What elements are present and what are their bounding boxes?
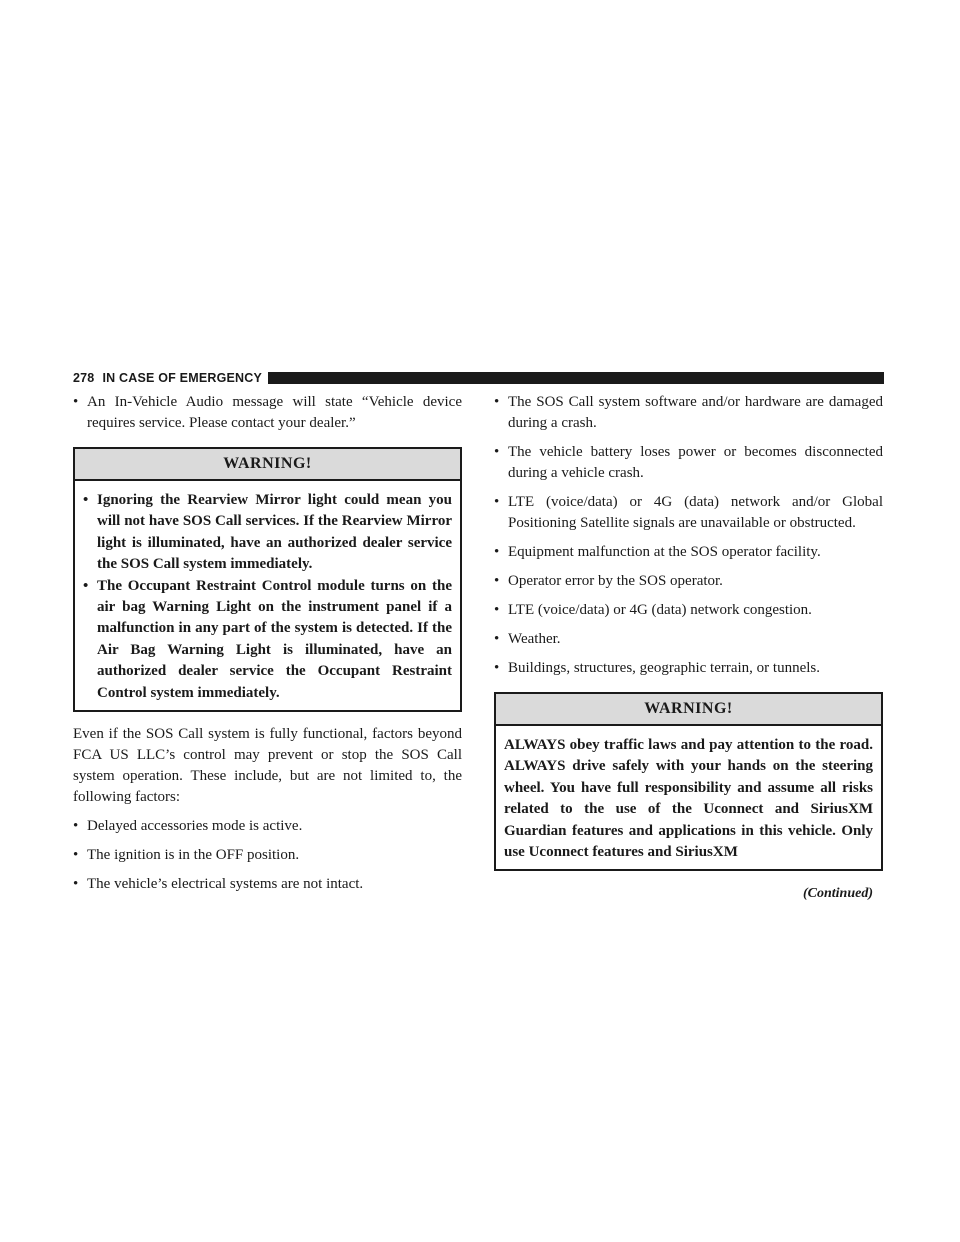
warning-item xyxy=(83,576,452,704)
section-title: IN CASE OF EMERGENCY xyxy=(102,371,263,385)
list-item xyxy=(73,816,462,837)
bullet-icon: • xyxy=(494,660,500,676)
warning-text: ALWAYS obey traffic laws and pay attention to the road. ALWAYS drive safely with your hands on the steering wheel. You have full responsibility and assume all risks related to the use of the Uconnect and SiriusXM Guardian features and applications in this vehicle. Only use Uconnect features and SiriusXM xyxy=(504,737,873,861)
bullet-icon: • xyxy=(494,544,500,560)
list-item-text: LTE (voice/data) or 4G (data) network congestion. xyxy=(508,602,812,618)
bullet-icon: • xyxy=(83,577,89,594)
bullet-icon: • xyxy=(494,394,500,410)
bullet-icon: • xyxy=(494,573,500,589)
header-rule xyxy=(268,372,884,384)
warning-item xyxy=(83,490,452,576)
warning-box xyxy=(73,447,462,712)
list-item xyxy=(494,629,883,650)
list-item xyxy=(494,571,883,592)
list-item xyxy=(494,442,883,484)
list-item xyxy=(494,492,883,534)
bullet-icon: • xyxy=(494,631,500,647)
list-item xyxy=(73,845,462,866)
warning-body xyxy=(75,481,460,710)
bullet-icon: • xyxy=(73,876,79,893)
bullet-icon: • xyxy=(73,847,79,864)
list-item-text: Delayed accessories mode is active. xyxy=(87,818,303,835)
bullet-icon: • xyxy=(494,494,500,510)
list-item-text: LTE (voice/data) or 4G (data) network and/or Global Positioning Satellite signals are unavailable or obstructed. xyxy=(508,494,883,531)
list-item xyxy=(494,600,883,621)
warning-item-text: Ignoring the Rearview Mirror light could mean you will not have SOS Call services. If the Rearview Mirror light is illuminated, have an authorized dealer service the SOS Call system immediately. xyxy=(97,492,452,573)
list-item-text: Operator error by the SOS operator. xyxy=(508,573,723,589)
bullet-icon: • xyxy=(494,444,500,460)
list-item-text: The vehicle’s electrical systems are not intact. xyxy=(87,876,364,893)
warning-title: WARNING! xyxy=(496,694,881,726)
warning-box xyxy=(494,692,883,871)
list-item xyxy=(494,392,883,434)
list-item-text: An In-Vehicle Audio message will state “Vehicle device requires service. Please contact your dealer.” xyxy=(87,394,462,431)
factors-intro: Even if the SOS Call system is fully functional, factors beyond FCA US LLC’s control may prevent or stop the SOS Call system operation. These include, but are not limited to, the following factors: xyxy=(73,726,462,806)
warning-title: WARNING! xyxy=(75,449,460,481)
list-item-text: The vehicle battery loses power or becomes disconnected during a vehicle crash. xyxy=(508,444,883,481)
list-item xyxy=(494,542,883,563)
list-item-text: Buildings, structures, geographic terrain, or tunnels. xyxy=(508,660,821,676)
bullet-icon: • xyxy=(73,818,79,835)
warning-body xyxy=(496,726,881,869)
list-item-text: Equipment malfunction at the SOS operator facility. xyxy=(508,544,821,560)
page-header xyxy=(73,370,884,386)
left-column xyxy=(73,392,462,903)
right-column xyxy=(494,392,883,904)
list-item-text: The SOS Call system software and/or hardware are damaged during a crash. xyxy=(508,394,883,431)
list-item xyxy=(494,658,883,679)
list-item xyxy=(73,392,462,434)
list-item-text: Weather. xyxy=(508,631,561,647)
page-number: 278 xyxy=(73,371,95,385)
bullet-icon: • xyxy=(73,394,79,410)
list-item xyxy=(73,874,462,895)
continued-label: (Continued) xyxy=(802,886,873,902)
warning-item-text: The Occupant Restraint Control module turns on the air bag Warning Light on the instrument panel if a malfunction in any part of the system is detected. If the Air Bag Warning Light is illuminated, have an authorized dealer service the Occupant Restraint Control system immediately. xyxy=(97,577,452,701)
bullet-icon: • xyxy=(494,602,500,618)
list-item-text: The ignition is in the OFF position. xyxy=(87,847,300,864)
bullet-icon: • xyxy=(83,492,89,508)
